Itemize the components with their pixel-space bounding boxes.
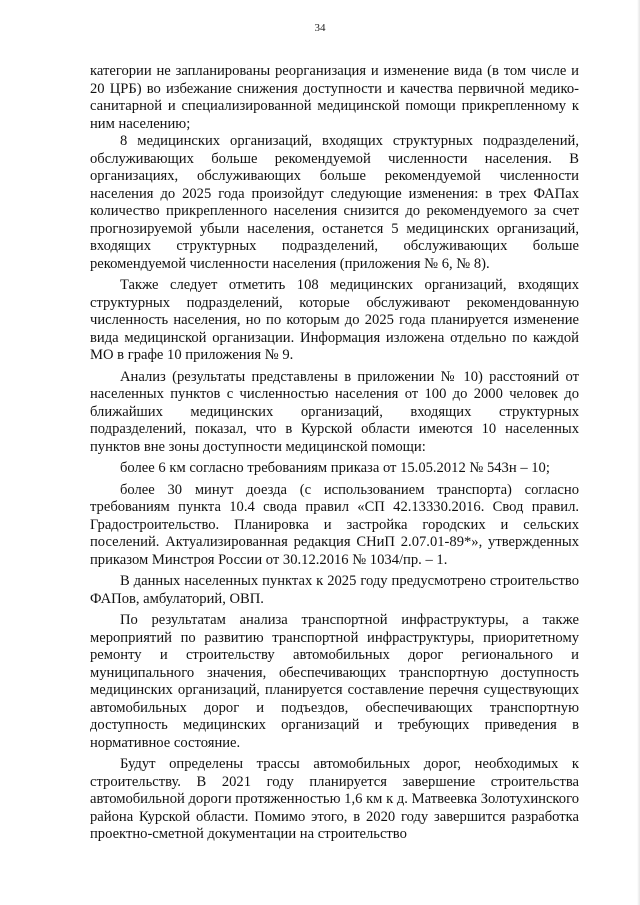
paragraph-recommended-capacity: Также следует отметить 108 медицинских организаций, входящих структурных подразделений, которые обслуживают рекомендованную численность населения, но по которым до 2025 года планируется изменение вида медицинской организации. Информация изложена отдельно по каждой МО в графе 10 приложения № 9. [90,277,579,363]
paragraph-construction-plan: В данных населенных пунктах к 2025 году предусмотрено строительство ФАПов, амбулаторий, ОВП. [90,573,579,607]
page-number: 34 [314,22,326,34]
paragraph-distance-criterion: более 6 км согласно требованиям приказа от 15.05.2012 № 543н – 10; [120,460,550,476]
paragraph-transport-infrastructure: По результатам анализа транспортной инфраструктуры, а также мероприятий по развитию транспортной инфраструктуры, приоритетному ремонту и строительству автомобильных дорог регионального и муниципального значения, обеспечивающих транспортную доступность медицинских организаций, планируется составление перечня существующих автомобильных дорог и подъездов, обеспечивающих транспортную доступность медицинских организаций и требующих приведения в нормативное состояние. [90,612,579,751]
paragraph-overcapacity-organizations: 8 медицинских организаций, входящих структурных подразделений, обслуживающих больше рекомендуемой численности населения. В организациях, обслуживающих больше рекомендуемой численности населения до 2025 года произойдут следующие изменения: в трех ФАПах количество прикрепленного населения снизится до рекомендуемого за счет прогнозируемой убыли населения, останется 5 медицинских организаций, входящих структурных подразделений, обслуживающих больше рекомендуемой численности населения (приложения № 6, № 8). [90,133,579,272]
paragraph-continuation: категории не запланированы реорганизация и изменение вида (в том числе и 20 ЦРБ) во избежание снижения доступности и качества первичной медико-санитарной и специализированной медицинской помощи прикрепленному к ним населению; [90,63,579,132]
paragraph-road-construction: Будут определены трассы автомобильных дорог, необходимых к строительству. В 2021 году планируется завершение строительства автомобильной дороги протяженностью 1,6 км к д. Матвеевка Золотухинского района Курской области. Помимо этого, в 2020 году завершится разработка проектно-сметной документации на строительство [90,756,579,842]
paragraph-travel-time-criterion: более 30 минут доезда (с использованием транспорта) согласно требованиям пункта 10.4 свода правил «СП 42.13330.2016. Свод правил. Градостроительство. Планировка и застройка городских и сельских поселений. Актуализированная редакция СНиП 2.07.01-89*», утвержденных приказом Минстроя России от 30.12.2016 № 1034/пр. – 1. [90,481,579,568]
paragraph-distance-analysis: Анализ (результаты представлены в приложении № 10) расстояний от населенных пунктов с численностью населения от 100 до 2000 человек до ближайших медицинских организаций, входящих структурных подразделений, показал, что в Курской области имеются 10 населенных пунктов вне зоны доступности медицинской помощи: [90,368,579,455]
body-text [90,63,579,844]
